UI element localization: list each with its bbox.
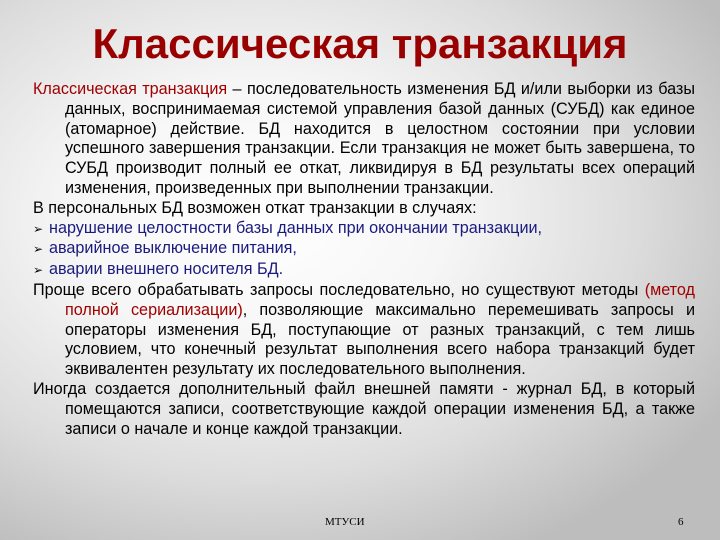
slide-title: Классическая транзакция	[92, 20, 628, 67]
bullet-text: аварийное выключение питания,	[49, 239, 297, 258]
serialization-text-after: , позволяющие максимально перемешивать запросы и операторы изменения БД, поступающие от разных транзакций, с тем лишь условием, что конечный результат выполнения всего набора транзакций будет эквивалентен результату их последовательного выполнения.	[65, 300, 695, 379]
bullet-item	[33, 260, 695, 281]
definition-paragraph	[33, 80, 695, 199]
slide-body	[33, 80, 695, 439]
footer-label: МТУСИ	[325, 516, 365, 528]
definition-text: – последовательность изменения БД и/или выборки из базы данных, воспринимаемая системой управления базой данных (СУБД) как единое (атомарное) действие. БД находится в целостном состоянии при условии успешного завершения транзакции. Если транзакция не может быть завершена, то СУБД производит полный ее откат, ликвидируя в БД результаты всех операций изменения, произведенных при выполнении транзакции.	[65, 80, 695, 197]
serialization-text-before: Проще всего обрабатывать запросы последовательно, но существуют методы	[33, 280, 645, 299]
bullet-text: нарушение целостности базы данных при окончании транзакции,	[49, 218, 543, 237]
serialization-paragraph	[33, 281, 695, 380]
arrow-bullet-icon: ➢	[33, 221, 44, 236]
page-number: 6	[678, 516, 684, 528]
definition-term: Классическая транзакция	[33, 80, 228, 98]
serialization-method: (метод полной сериализации)	[65, 280, 695, 319]
journal-paragraph: Иногда создается дополнительный файл внешней памяти - журнал БД, в который помещаются записи, соответствующие каждой операции изменения БД, а также записи о начале и конце каждой транзакции.	[33, 379, 695, 438]
rollback-intro: В персональных БД возможен откат транзакции в случаях:	[33, 198, 477, 217]
arrow-bullet-icon: ➢	[33, 263, 44, 278]
bullet-item	[33, 219, 695, 240]
bullet-text: аварии внешнего носителя БД.	[49, 260, 284, 279]
bullet-item	[33, 239, 695, 260]
arrow-bullet-icon: ➢	[33, 242, 44, 257]
